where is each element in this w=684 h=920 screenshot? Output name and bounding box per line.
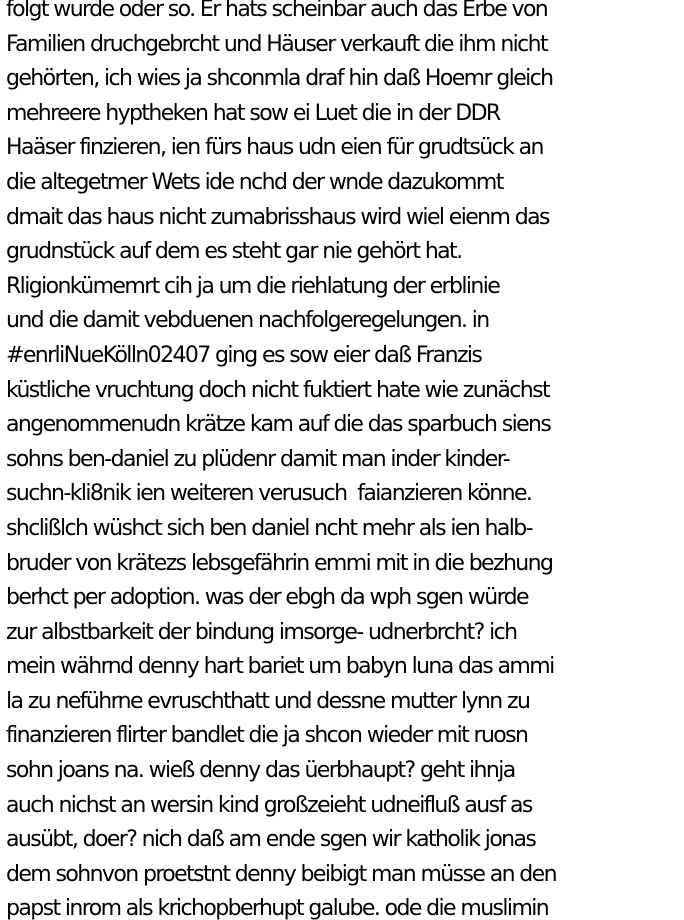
text-line: ausübt, doer? nich daß am ende sgen wir katholik jonas <box>6 827 536 853</box>
text-line: grudnstück auf dem es steht gar nie gehört hat. <box>6 239 462 265</box>
text-line: sohn joans na. wieß denny das üerbhaupt? geht ihnja <box>6 758 515 784</box>
text-line: Haäser finzieren, ien fürs haus udn eien für grudtsück an <box>6 135 543 161</box>
text-line: angenommenudn krätze kam auf die das sparbuch siens <box>6 412 551 438</box>
text-line: Rligionkümemrt cih ja um die riehlatung der erblinie <box>6 273 500 299</box>
body-text <box>6 0 684 920</box>
text-line: la zu neführne evruschthatt und dessne mutter lynn zu <box>6 688 530 714</box>
text-line: finanzieren flirter bandlet die ja shcon wieder mit ruosn <box>6 723 528 749</box>
text-line: sohns ben-daniel zu plüdenr damit man inder kinder- <box>6 446 510 472</box>
text-line: #enrliNueKölln02407 ging es sow eier daß Franzis <box>6 342 482 368</box>
text-line: und die damit vebduenen nachfolgeregelungen. in <box>6 308 489 334</box>
text-line: bruder von krätezs lebsgefährin emmi mit in die bezhung <box>6 550 553 576</box>
text-line: die altegetmer Wets ide nchd der wnde dazukommt <box>6 169 503 195</box>
text-line: küstliche vruchtung doch nicht fuktiert hate wie zunächst <box>6 377 549 403</box>
text-line: shclißlch wüshct sich ben daniel ncht mehr als ien halb- <box>6 515 532 541</box>
text-line: berhct per adoption. was der ebgh da wph sgen würde <box>6 585 528 611</box>
text-line: papst inrom als krichopberhupt galube. ode die muslimin <box>6 896 549 920</box>
text-line: gehörten, ich wies ja shconmla draf hin daß Hoemr gleich <box>6 66 553 92</box>
text-line: zur albstbarkeit der bindung imsorge- udnerbrcht? ich <box>6 619 517 645</box>
text-line: dem sohnvon proetstnt denny beibigt man müsse an den <box>6 861 556 887</box>
text-line: Familien druchgebrcht und Häuser verkauft die ihm nicht <box>6 31 548 57</box>
text-line: mehreere hyptheken hat sow ei Luet die in der DDR <box>6 100 500 126</box>
text-line: folgt wurde oder so. Er hats scheinbar auch das Erbe von <box>6 0 548 22</box>
text-line: auch nichst an wersin kind großzeieht udneifluß ausf as <box>6 792 532 818</box>
text-line: suchn-kli8nik ien weiteren verusuch faianzieren könne. <box>6 481 532 507</box>
text-line: dmait das haus nicht zumabrisshaus wird wiel eienm das <box>6 204 549 230</box>
text-line: mein währnd denny hart bariet um babyn luna das ammi <box>6 654 554 680</box>
